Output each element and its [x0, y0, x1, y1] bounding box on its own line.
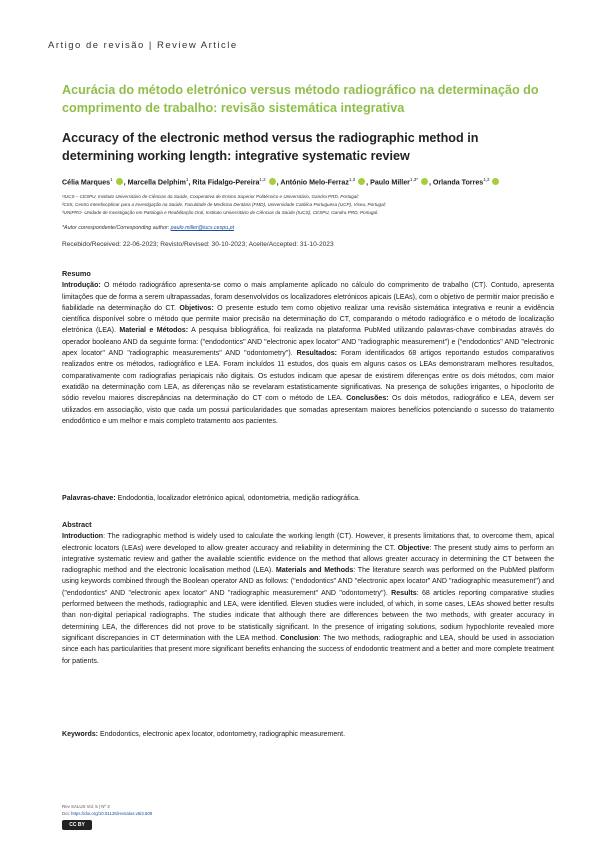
doi-line: [62, 810, 152, 817]
text: O presente estudo tem como objetivo realizar uma revisão sistemática integrativa e reunir a evidência científica disponível sobre o método que permite maior precisão na determinação do CT, comparando o método radiográfico e o método de localização eletrónica (LEA).: [62, 304, 554, 335]
palavras-chave: [62, 493, 554, 504]
author-affiliation-mark: 1,2: [259, 177, 266, 182]
keywords-label: Keywords:: [62, 731, 99, 738]
keywords: [62, 729, 554, 740]
article-category: Artigo de revisão | Review Article: [48, 40, 238, 51]
label: Results: [391, 589, 417, 597]
orcid-icon[interactable]: [358, 178, 365, 185]
affiliation-2: ²CIIS, Centro Interdisciplinar para a Investigação na Saúde, Faculdade de Medicina Dentária (FMD), Universidade Católica Portuguesa (UCP), Viseu, Portugal;: [62, 202, 386, 207]
submission-dates: Recebido/Received: 22-06-2023; Revisto/Revised: 30-10-2023; Aceite/Accepted: 31-10-2023: [62, 241, 334, 248]
text: Foram identificados 68 artigos reportando estudos comparativos realizados entre os métodos, radiográfico e LEA. Foram incluídos 11 estudos, dos quais em alguns casos os LEAs demonstraram melhores resultados, comparativamente com radiografias periapicais não digitais. Os estudos indicam que apesar de existirem diferenças entre os dois métodos, com maior exatidão na determinação com LEA, as diferenças não se revelaram estatisticamente significativas. Na presença de soluções irrigantes, o hipoclorito de sódio revelou maiores discrepâncias na determinação do CT com o método de LEA.: [62, 350, 554, 403]
corresponding-label: *Autor correspondente/Corresponding author:: [62, 225, 170, 231]
resumo-section: [62, 268, 554, 427]
author-list: Célia Marques$^1$ , Marcella Delphim$^1$, Rita Fidalgo-Pereira$^{1,2}$ , António Melo-Ferraz$^{1,3}$ , Paulo Miller$^{1,3*}$ , Orlanda Torres$^{1,2}$: [62, 177, 562, 186]
label: Materials and Methods: [275, 567, 354, 575]
label: Conclusion: [280, 634, 319, 642]
author-affiliation-mark: 1,3: [348, 177, 356, 182]
author-name: António Melo-Ferraz: [280, 178, 349, 187]
label: Introdução:: [62, 282, 101, 290]
affiliation-1: ¹IUCS – CESPU, Instituto Universitário de Ciências da Saúde, Cooperativa de Ensino Superior Politécnico e Universitário, Gandra PRD, Portugal;: [62, 194, 359, 199]
text: O método radiográfico apresenta-se como o mais amplamente aplicado no cálculo do comprimento de trabalho (CT). Contudo, apresenta limitações que de forma a serem ultrapassadas, foram desenvolvidos os localizadores eletrónicos apicais (LEAs), com o objetivo de permitir maior precisão e fiabilidade na determinação do CT.: [62, 282, 554, 312]
author-name: Marcella Delphim: [127, 178, 186, 187]
text: A pesquisa bibliográfica, foi realizada na plataforma PubMed utilizando palavras-chave combinadas através do operador booleano AND da seguinte forma: ("endodontics" AND "electronic apex locator" AND "radiographic measurement") e ("endodontics" AND "electronic apex locator" AND "radiographic measurements" AND "odontometry").: [62, 327, 554, 358]
text: : The two methods, radiographic and LEA, should be used in association since each has particularities that present more significant benefits enhancing the success of endodontic treatment and a better and more complete treatment for patients.: [62, 634, 554, 665]
resumo-heading: Resumo: [62, 269, 91, 278]
creative-commons-license-badge[interactable]: [62, 820, 92, 830]
orcid-icon[interactable]: [421, 178, 428, 185]
author-affiliation-mark: 1,2: [483, 177, 490, 182]
title-english: Accuracy of the electronic method versus the radiographic method in determining working length: integrative systematic review: [62, 131, 479, 163]
abstract-body: [62, 531, 554, 667]
label: Objetivos:: [179, 304, 214, 312]
doi-label: Doi:: [62, 811, 70, 816]
label: Conclusões:: [346, 395, 389, 403]
text: : The literature search was performed on the PubMed platform using keywords combined through the Boolean operator AND as follows: ("endodontics" AND "electronic apex locator" AND "radiographic measurement") and ("endodontics" AND "electronic apex locator" AND "radiographic measurement" AND "odontometry").: [62, 567, 554, 597]
keywords-text: Endodontics, electronic apex locator, odontometry, radiographic measurement.: [100, 731, 346, 738]
abstract-section: [62, 519, 554, 667]
resumo-body: [62, 280, 554, 427]
label: Objective: [397, 544, 430, 552]
author-affiliation-mark: 1: [185, 177, 189, 182]
abstract-heading: Abstract: [62, 520, 92, 529]
keywords-text: Endodontia, localizador eletrónico apical, odontometria, medição radiográfica.: [117, 495, 361, 502]
author-affiliation-mark: 1,3*: [409, 177, 418, 182]
keywords-label: Palavras-chave:: [62, 495, 116, 502]
corresponding-author: [62, 225, 234, 231]
title-portuguese: Acurácia do método eletrónico versus método radiográfico na determinação do comprimento de trabalho: revisão sistemática integrativa: [62, 83, 539, 115]
orcid-icon[interactable]: [269, 178, 276, 185]
author-name: Rita Fidalgo-Pereira: [192, 178, 260, 187]
author-name: Célia Marques: [62, 178, 111, 187]
license-text: CC BY: [69, 822, 85, 828]
label: Resultados:: [296, 350, 337, 358]
orcid-icon[interactable]: [116, 178, 123, 185]
text: Os dois métodos, radiográfico e LEA, devem ser utilizados em associação, visto que cada um possui particularidades que somadas apresentam maiores benefícios potenciando o sucesso do tratamento endodôntico e um melhor e mais completo tratamento aos pacientes.: [62, 395, 554, 425]
text: : 68 articles reporting comparative studies performed between the methods, radiographic and LEA, were identified. Eleven studies were included, of which, in some cases, LEAs showed better results than non-digital periapical radiographs. The studies indicate that although there are differences between the two methods, with greater accuracy in determining LEA, the differences did not prove to be statistically significant. In the presence of irrigating solutions, sodium hypochlorite revealed more significant discrepancies in CT determination with the LEA method.: [62, 589, 554, 642]
affiliation-3: ³UNIPRO- Unidade de Investigação em Patologia e Reabilitação Oral, Instituto Universitário de Ciências da Saúde (IUCS), CESPU, Gandra PRD, Portugal.: [62, 210, 379, 215]
text: : The present study aims to perform an integrative systematic review and gather the available scientific evidence on the method that allows greater accuracy in determining the CT between the radiographic method and the electronic localisation method (LEA).: [62, 544, 554, 575]
doi-link[interactable]: https://doi.org/10.51126/revsalus.v5i3.509: [71, 811, 153, 816]
author-name: Orlanda Torres: [432, 178, 484, 187]
author-name: Paulo Miller: [370, 178, 410, 187]
label: Introduction: [62, 533, 104, 541]
text: : The radiographic method is widely used to calculate the working length (CT). However, it presents limitations that, to overcome them, apical electronic locators (LEAs) were developed to allow greater accuracy and reliability in determining the CT.: [62, 533, 554, 552]
author-affiliation-mark: 1: [110, 177, 113, 182]
page-footer: [62, 803, 152, 817]
label: Material e Métodos:: [119, 327, 189, 335]
journal-volume: Rev SALUS Vol. 5 | Nº 3: [62, 804, 110, 809]
corresponding-email-link[interactable]: paulo.miller@iucs.cespu.pt: [170, 225, 235, 231]
orcid-icon[interactable]: [492, 178, 499, 185]
